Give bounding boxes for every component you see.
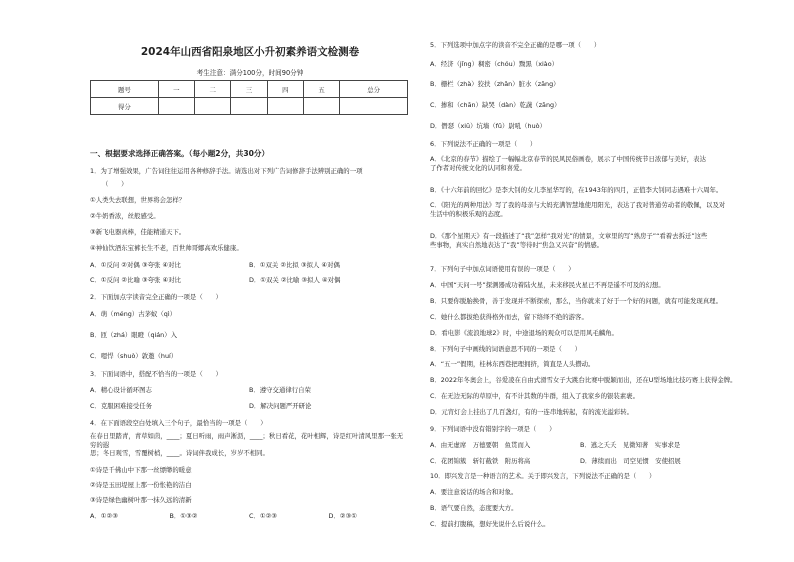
q6-option-d-line: 些事物，真实自然地表达了“我”等待时“焦急又兴奋”的情感。 xyxy=(430,240,604,249)
q1-answer-blank: （ ） xyxy=(102,180,128,188)
q7-option-b[interactable]: B．只要你脱胎换骨，善于发现并不断探索，那么，当你就来了好于一个好的问题，就有可能发现真理。 xyxy=(430,297,722,305)
exam-subtitle: 考生注意：满分100分，时间90分钟 xyxy=(196,69,304,77)
q7-option-a[interactable]: A．中国“天问一号”探测器成功着陆火星，未来移民火星已不再是遥不可及的幻想。 xyxy=(430,281,665,289)
q4-option-b[interactable]: B．①③② xyxy=(169,512,198,520)
q7-option-d[interactable]: D．看电影《流浪地球2》时，中途退场的观众可以是用风毛麟角。 xyxy=(430,329,618,337)
q10-option-a[interactable]: A．要注意说话的场合和对象。 xyxy=(430,488,518,496)
q3-option-c[interactable]: C．克服困难接受任务 xyxy=(90,402,152,410)
q6-option-d-line: D．《那个星期天》有一段描述了“我”怎样“我对光”的情景，文章里的写“熟房子”“看着去拆迁”这些 xyxy=(430,232,708,240)
q8-option-a[interactable]: A．“五一”假期，桂林东西巷把理拥挤，简直是人头攒动。 xyxy=(430,360,595,368)
q2-option-b[interactable]: B．匝（zhá）眼瞪（qián）入 xyxy=(90,331,178,339)
q4-option-a[interactable]: A．①②③ xyxy=(90,512,118,520)
q3-option-b[interactable]: B．遵守交通律行自荣 xyxy=(249,386,311,394)
q1-options xyxy=(90,261,408,270)
q7-option-c[interactable]: C．她什么都拔绝获得格外而去，留下络绎不绝的游客。 xyxy=(430,313,588,321)
q9-option-c[interactable]: C．花团锦簇 斩钉截铁 附历将高 xyxy=(430,457,531,465)
q1-line: ③新飞电器真棒，佳能精通天下。 xyxy=(90,228,186,236)
q1-line: ②牛奶香浓，丝般感受。 xyxy=(90,212,160,220)
score-header-cell: 五 xyxy=(303,81,339,98)
q5-option-b[interactable]: B．栅栏（zhà）狡扶（zhǎn）脏水（zāng） xyxy=(430,80,560,88)
q1-line: ①人类失去联想，世界将会怎样？ xyxy=(90,196,186,204)
q6-option-d[interactable] xyxy=(430,232,740,249)
q8-option-b[interactable]: B．2022年冬奥会上，谷爱凌在自由式滑雪女子大跳台比赛中脱颖而出，还在U型场地比技巧赛上获得金牌。 xyxy=(430,376,737,384)
q6-option-a[interactable] xyxy=(430,155,740,172)
score-header-cell: 总分 xyxy=(340,81,408,98)
q6-option-a-line: A．《北京的春节》描绘了一幅幅北京春节的民风民俗画卷，展示了中国传统节日浓郁与美好，表达 xyxy=(430,155,706,163)
score-value-row xyxy=(91,98,408,115)
q1-option-a[interactable]: A．①反问 ②对偶 ③夸张 ④对比 xyxy=(90,261,181,269)
q1-options xyxy=(90,276,408,285)
q4-line: ②诗是玉田堤屋上那一份怅艳的洁白 xyxy=(90,481,192,489)
q4-passage-line: 在春日里踏青，青草如茵，____；夏日听雨，雨声淅沥，____；秋日看花，花叶相辉，诗是红叶清风里那一张无穷的遐 xyxy=(90,432,404,449)
score-header-cell: 一 xyxy=(158,81,194,98)
exam-title: 2024年山西省阳泉地区小升初素养语文检测卷 xyxy=(140,46,360,58)
q4-line: ①诗是千佛山中下那一丝缥缈的暖意 xyxy=(90,466,192,474)
score-cell[interactable] xyxy=(195,98,231,115)
q3-options xyxy=(90,402,408,411)
score-header-cell: 四 xyxy=(267,81,303,98)
q4-line: ③诗是绿色幽树叶那一抹久远的清新 xyxy=(90,496,192,504)
q1-option-d[interactable]: D．①双关 ②比喻 ③拟人 ④对偶 xyxy=(249,276,341,284)
q1-stem: 1．为了增强效果，广告词往往运用各种修辞手法。请选出对下列广告词修辞手法辨别正确的一项 xyxy=(90,167,363,175)
q5-option-a[interactable]: A．经济（jǐng）稠密（chóu）黝黑（xiào） xyxy=(430,60,559,68)
q6-option-a-line: 了作者对传统文化的认同和喜爱。 xyxy=(430,163,526,172)
q6-option-c-line: 生活中的积极乐观的态度。 xyxy=(430,209,507,218)
q6-option-c-line: C．《阳光的两种用法》写了我的母亲与大妈充满智慧地使用阳光，表达了我对普通劳动者的敬佩，以及对 xyxy=(430,201,726,209)
q6-option-b[interactable]: B．《十六年前的回忆》是李大钊的女儿李星华写的，在1943年的四月，正值李大钊同志遇难十六周年。 xyxy=(430,186,723,194)
q8-option-d[interactable]: D．元宵灯会上挂出了几百盏灯，有的一连串地转起，有的流光溢彩转。 xyxy=(430,408,634,416)
score-cell[interactable] xyxy=(267,98,303,115)
score-header-row xyxy=(91,81,408,98)
q2-stem: 2．下面加点字读音完全正确的一项是（ ） xyxy=(90,293,222,301)
q5-option-c[interactable]: C．掺和（chān）缺哭（dàn）乾蔬（zāng） xyxy=(430,101,561,109)
q6-option-c[interactable] xyxy=(430,201,740,218)
q7-stem: 7．下列句子中加点词语使用有误的一项是（ ） xyxy=(430,265,575,273)
q4-passage-line: 思；冬日观雪，雪覆树梢，____。诗词伴我成长，岁岁不相同。 xyxy=(90,449,269,458)
q2-option-a[interactable]: A．萌（méng）古茅蚁（qì） xyxy=(90,310,176,318)
q9-option-a[interactable]: A．由无虚席 万德要朝 鱼贯而入 xyxy=(430,441,531,449)
q2-option-c[interactable]: C．嗯悍（shuò）敦邀（huí） xyxy=(90,352,178,360)
q4-options xyxy=(90,512,408,521)
q9-stem: 9．下列词语中没有错别字的一项是（ ） xyxy=(430,425,556,433)
score-header-cell: 二 xyxy=(195,81,231,98)
q1-option-c[interactable]: C．①反问 ②比喻 ③夸张 ④对比 xyxy=(90,276,181,284)
score-cell[interactable] xyxy=(231,98,267,115)
q4-passage xyxy=(90,432,408,458)
score-cell[interactable] xyxy=(303,98,339,115)
score-header-cell: 三 xyxy=(231,81,267,98)
q4-stem: 4．在下面语段空白处填入三个句子，最恰当的一项是（ ） xyxy=(90,419,267,427)
q10-stem: 10．即兴发言是一种语言的艺术。关于即兴发言，下列说法不正确的是（ ） xyxy=(430,472,656,480)
score-header-cell: 题号 xyxy=(91,81,159,98)
score-cell[interactable] xyxy=(340,98,408,115)
q3-stem: 3．下面词语中，搭配不恰当的一项是（ ） xyxy=(90,370,222,378)
score-row-label: 得分 xyxy=(91,98,159,115)
q5-stem: 5．下列选项中加点字的读音不完全正确的是哪一项（ ） xyxy=(430,41,601,49)
q1-line: ④神仙饮酒东宝裤长生不老，百世帅哥娜高欢乐健康。 xyxy=(90,244,243,252)
q8-option-c[interactable]: C．在无边无际的草原中，有不计其数的牛群，组入了我家乡的银装素裹。 xyxy=(430,392,639,400)
q10-option-b[interactable]: B．语气要自然，态度要大方。 xyxy=(430,504,518,512)
score-table xyxy=(90,80,408,115)
q5-option-d[interactable]: D．僭瑟（xiū）坑墙（fǔ）尉吼（huò） xyxy=(430,122,546,130)
q3-options xyxy=(90,386,408,395)
q9-options xyxy=(430,441,730,450)
q4-option-d[interactable]: D．②③① xyxy=(328,512,357,520)
score-cell[interactable] xyxy=(158,98,194,115)
q8-stem: 8．下列句子中画线的词语意思不同的一项是（ ） xyxy=(430,345,582,353)
q3-option-a[interactable]: A．精心设计循环图志 xyxy=(90,386,152,394)
q4-option-c[interactable]: C．①②③ xyxy=(249,512,278,520)
q3-option-d[interactable]: D．解决问题严开研论 xyxy=(249,402,312,410)
q10-option-c[interactable]: C．提前打腹稿，想好先说什么后说什么。 xyxy=(430,520,550,528)
q1-option-b[interactable]: B．①双关 ②比拟 ③拟人 ④对偶 xyxy=(249,261,340,269)
q9-options xyxy=(430,457,730,466)
q9-option-b[interactable]: B．逃之夭夭 见微知著 实事求是 xyxy=(580,441,681,449)
q6-stem: 6．下列说法不正确的一项是（ ） xyxy=(430,140,537,148)
section-heading: 一、根据要求选择正确答案。（每小题2分，共30分） xyxy=(90,149,270,158)
q9-option-d[interactable]: D．薄续而出 司空见惯 安使招展 xyxy=(580,457,681,465)
